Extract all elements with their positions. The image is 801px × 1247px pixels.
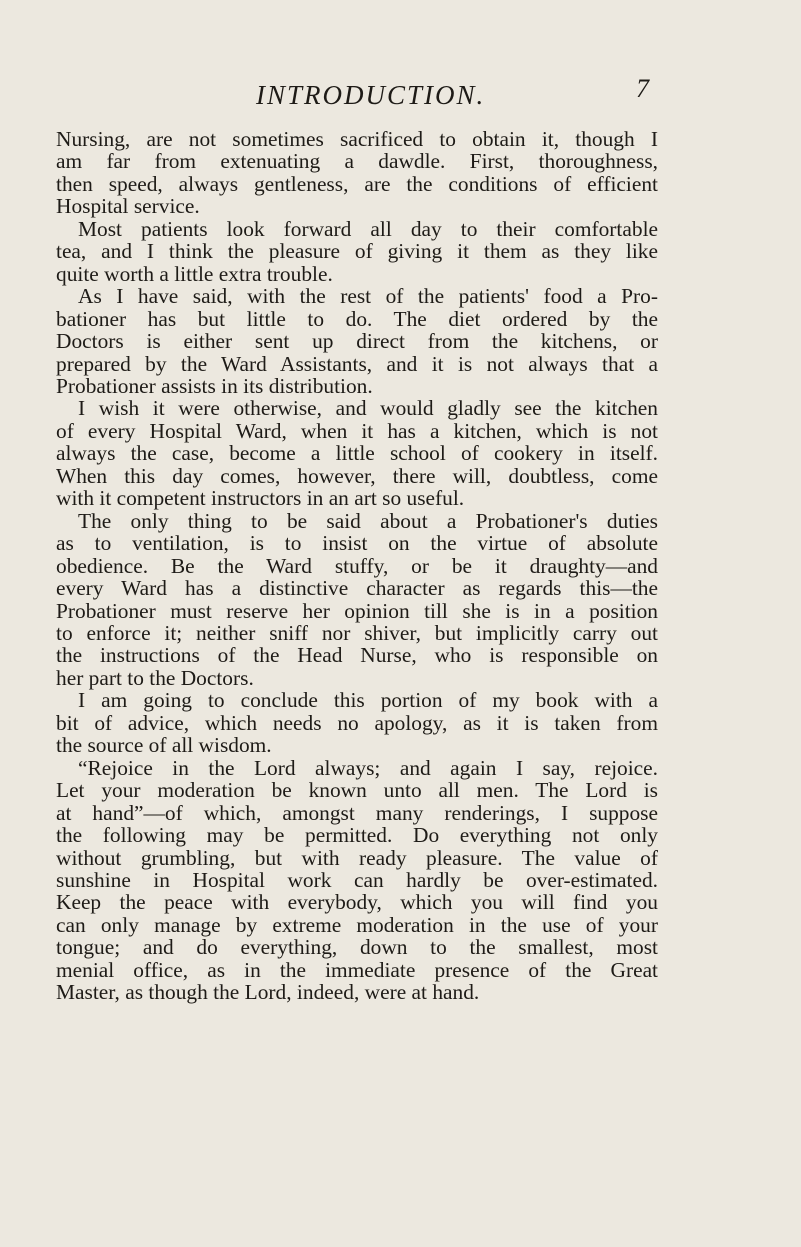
text-line: then speed, always gentleness, are the conditions of efficient [56, 171, 658, 196]
text-line: her part to the Doctors. [56, 665, 254, 690]
text-line: Most patients look forward all day to their comfortable [78, 216, 658, 241]
text-line: at hand”—of which, amongst many renderings, I suppose [56, 800, 658, 825]
text-line: The only thing to be said about a Probationer's duties [78, 508, 658, 533]
text-line: Master, as though the Lord, indeed, were at hand. [56, 980, 480, 1005]
text-line: the instructions of the Head Nurse, who is responsible on [56, 643, 658, 668]
text-line: of every Hospital Ward, when it has a kitchen, which is not [56, 418, 658, 443]
text-line: Doctors is either sent up direct from the kitchens, or [56, 329, 658, 354]
text-line: I wish it were otherwise, and would gladly see the kitchen [78, 396, 658, 421]
text-line: As I have said, with the rest of the patients' food a Pro- [78, 284, 658, 309]
text-line: quite worth a little extra trouble. [56, 261, 333, 286]
text-line: without grumbling, but with ready pleasure. The value of [56, 845, 658, 870]
body-text [56, 128, 658, 1004]
text-line: the following may be permitted. Do everything not only [56, 823, 658, 848]
text-line: bationer has but little to do. The diet ordered by the [56, 306, 658, 331]
text-line: tongue; and do everything, down to the smallest, most [56, 935, 658, 960]
text-line: the source of all wisdom. [56, 733, 272, 758]
text-line: When this day comes, however, there will, doubtless, come [56, 463, 658, 488]
text-line: every Ward has a distinctive character as regards this—the [56, 576, 658, 601]
text-line: “Rejoice in the Lord always; and again I say, rejoice. [78, 755, 658, 780]
text-line: bit of advice, which needs no apology, as it is taken from [56, 710, 658, 735]
text-line: Hospital service. [56, 194, 200, 219]
page-number: 7 [636, 74, 649, 103]
text-line: as to ventilation, is to insist on the virtue of absolute [56, 531, 658, 556]
text-line: I am going to conclude this portion of my book with a [78, 688, 658, 713]
text-line: with it competent instructors in an art so useful. [56, 486, 465, 511]
text-line: can only manage by extreme moderation in the use of your [56, 912, 658, 937]
text-line: Probationer must reserve her opinion till she is in a position [56, 598, 658, 623]
running-header [0, 74, 801, 120]
text-line: sunshine in Hospital work can hardly be over-estimated. [56, 867, 658, 892]
text-line: Nursing, are not sometimes sacrificed to obtain it, though I [56, 127, 658, 151]
text-line: Keep the peace with everybody, which you will find you [56, 890, 658, 915]
text-line: Let your moderation be known unto all men. The Lord is [56, 778, 658, 803]
running-title: INTRODUCTION. [256, 80, 486, 110]
text-line: menial office, as in the immediate presence of the Great [56, 957, 658, 982]
text-line: to enforce it; neither sniff nor shiver, but implicitly carry out [56, 620, 658, 645]
text-line: prepared by the Ward Assistants, and it is not always that a [56, 351, 658, 376]
text-line: am far from extenuating a dawdle. First, thoroughness, [56, 149, 658, 174]
text-line: tea, and I think the pleasure of giving it them as they like [56, 239, 658, 264]
text-line: always the case, become a little school of cookery in itself. [56, 441, 658, 466]
text-line: Probationer assists in its distribution. [56, 373, 373, 398]
text-line: obedience. Be the Ward stuffy, or be it draughty—and [56, 553, 658, 578]
